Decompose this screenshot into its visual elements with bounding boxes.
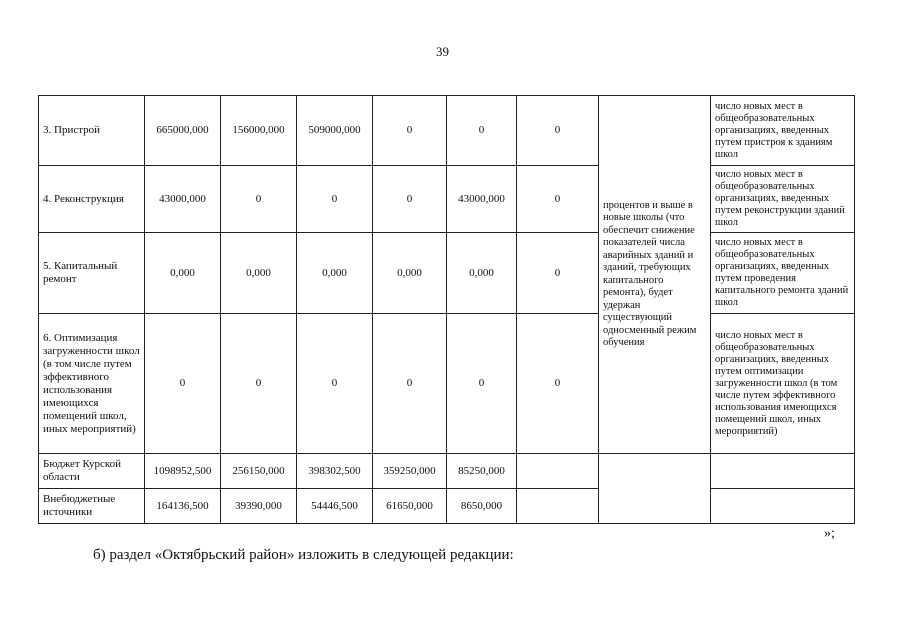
budget-table [38,95,855,524]
table-row [39,314,855,454]
empty-cell [517,454,599,489]
page-number: 39 [436,44,449,59]
cell-value: 0 [447,96,517,166]
cell-value: 0 [373,96,447,166]
cell-value: 156000,000 [221,96,297,166]
table-row [39,166,855,233]
cell-value: 0 [221,314,297,454]
body-paragraph: б) раздел «Октябрьский район» изложить в следующей редакции: [93,547,514,563]
cell-value: 39390,000 [221,489,297,524]
row-name: 3. Пристрой [39,96,145,166]
cell-value: 0 [297,166,373,233]
cell-value: 0,000 [373,233,447,314]
cell-value: 509000,000 [297,96,373,166]
cell-value: 0,000 [221,233,297,314]
expected-result-description: процентов и выше в новые школы (что обеспечит снижение показателей числа аварийных зданий и зданий, требующих капитального ремонта), будет удержан существующий односменный режим обучения [599,96,711,454]
cell-value: 0 [221,166,297,233]
indicator-cell: число новых мест в общеобразовательных организациях, введенных путем проведения капитального ремонта зданий школ [711,233,855,314]
cell-value: 359250,000 [373,454,447,489]
cell-value: 398302,500 [297,454,373,489]
cell-value: 0 [373,166,447,233]
cell-value: 0 [145,314,221,454]
table-row [39,233,855,314]
cell-value: 0 [517,314,599,454]
indicator-cell: число новых мест в общеобразовательных организациях, введенных путем реконструкции зданий школ [711,166,855,233]
cell-value: 665000,000 [145,96,221,166]
cell-value: 0 [297,314,373,454]
table-row [39,489,855,524]
cell-value: 0 [517,233,599,314]
closing-quote: »; [824,526,835,541]
empty-cell [711,454,855,489]
indicator-cell: число новых мест в общеобразовательных организациях, введенных путем оптимизации загруженности школ (в том числе путем эффективного использования имеющихся помещений школ, иных мероприятий) [711,314,855,454]
cell-value: 0 [373,314,447,454]
cell-value: 54446,500 [297,489,373,524]
cell-value: 43000,000 [145,166,221,233]
cell-value: 0 [517,96,599,166]
cell-value: 85250,000 [447,454,517,489]
cell-value: 0,000 [297,233,373,314]
row-name: 6. Оптимизация загруженности школ (в том числе путем эффективного использования имеющихся помещений школ, иных мероприятий) [39,314,145,454]
row-name: 5. Капитальный ремонт [39,233,145,314]
cell-value: 0,000 [145,233,221,314]
cell-value: 0 [517,166,599,233]
empty-cell [599,454,711,524]
cell-value: 256150,000 [221,454,297,489]
cell-value: 0,000 [447,233,517,314]
cell-value: 61650,000 [373,489,447,524]
cell-value: 43000,000 [447,166,517,233]
funding-source-name: Внебюджетные источники [39,489,145,524]
funding-source-name: Бюджет Курской области [39,454,145,489]
row-name: 4. Реконструкция [39,166,145,233]
cell-value: 1098952,500 [145,454,221,489]
table-row [39,454,855,489]
table-row [39,96,855,166]
cell-value: 164136,500 [145,489,221,524]
cell-value: 0 [447,314,517,454]
empty-cell [517,489,599,524]
empty-cell [711,489,855,524]
indicator-cell: число новых мест в общеобразовательных организациях, введенных путем пристроя к зданиям школ [711,96,855,166]
cell-value: 8650,000 [447,489,517,524]
